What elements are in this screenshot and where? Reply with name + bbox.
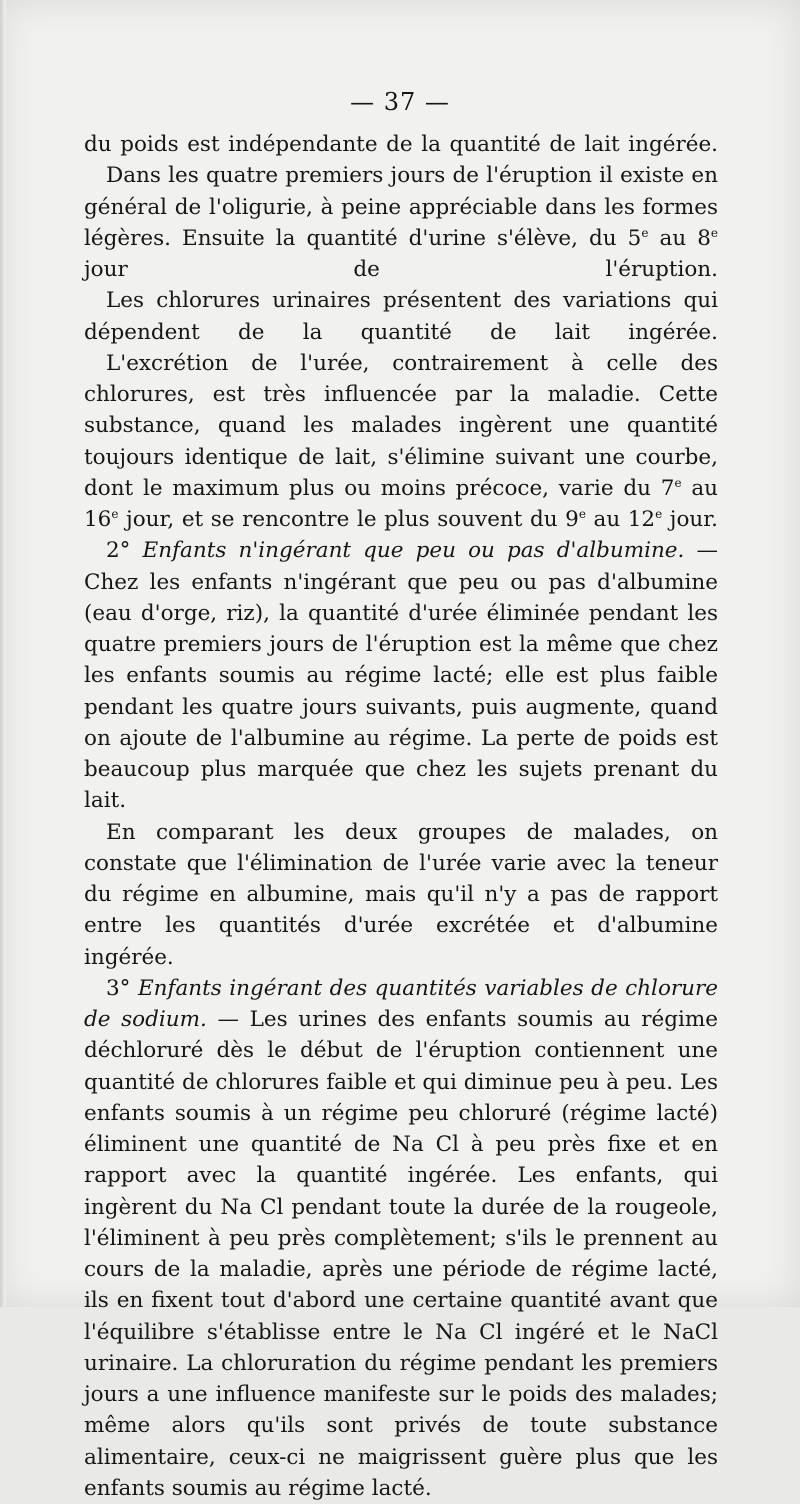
paragraph-1: du poids est indépendante de la quantité de lait ingérée. bbox=[84, 132, 718, 157]
paragraph-3: Les chlorures urinaires présentent des variations qui dépendent de la quantité de lait ingérée. bbox=[84, 288, 718, 345]
paragraph-5: 2° Enfants n'ingérant que peu ou pas d'albumine. — Chez les enfants n'ingérant que peu ou pas d'albumine (eau d'orge, riz), la quantité d'urée éliminée pendant les quatre premiers jours de l'éruption est la même que chez les enfants soumis au régime lacté; elle est plus faible pendant les quatre jours suivants, puis augmente, quand on ajoute de l'albumine au régime. La perte de poids est beaucoup plus marquée que chez les sujets prenant du lait. bbox=[84, 538, 718, 814]
paragraph-4: L'excrétion de l'urée, contrairement à celle des chlorures, est très influencée par la maladie. Cette substance, quand les malades ingèrent une quantité toujours identique de lait, s'élimine suivant une courbe, dont le maximum plus ou moins précoce, varie du 7e au 16e jour, et se rencontre le plus souvent du 9e au 12e jour. bbox=[84, 350, 718, 532]
paragraph-7: 3° Enfants ingérant des quantités variables de chlorure de sodium. — Les urines des enfants soumis au régime déchloruré dès le début de l'éruption contiennent une quantité de chlorures faible et qui diminue peu à peu. Les enfants soumis à un régime peu chloruré (régime lacté) éliminent une quantité de Na Cl à peu près fixe et en rapport avec la quantité ingérée. Les enfants, qui ingèrent du Na Cl pendant toute la durée de la rougeole, l'éliminent à peu près complètement; s'ils le prennent au cours de la maladie, après une période de régime lacté, ils en fixent tout d'abord une certaine quantité avant que l'équilibre s'établisse entre le Na Cl ingéré et le NaCl urinaire. La chloruration du régime pendant les premiers jours a une influence manifeste sur le poids des malades; même alors qu'ils sont privés de toute substance alimentaire, ceux-ci ne maigrissent guère plus que les enfants soumis au régime lacté. bbox=[84, 975, 719, 1501]
paragraph-2: Dans les quatre premiers jours de l'éruption il existe en général de l'oligurie, à peine appréciable dans les formes légères. Ensuite la quantité d'urine s'élève, du 5e au 8e jour de l'éruption. bbox=[84, 163, 719, 282]
body-text bbox=[84, 129, 718, 1504]
paragraph-6: En comparant les deux groupes de malades, on constate que l'élimination de l'urée varie avec la teneur du régime en albumine, mais qu'il n'y a pas de rapport entre les quantités d'urée excrétée et d'albumine ingérée. bbox=[84, 819, 718, 970]
page-edge-shadow bbox=[0, 0, 6, 1307]
page-number: — 37 — bbox=[350, 88, 450, 116]
